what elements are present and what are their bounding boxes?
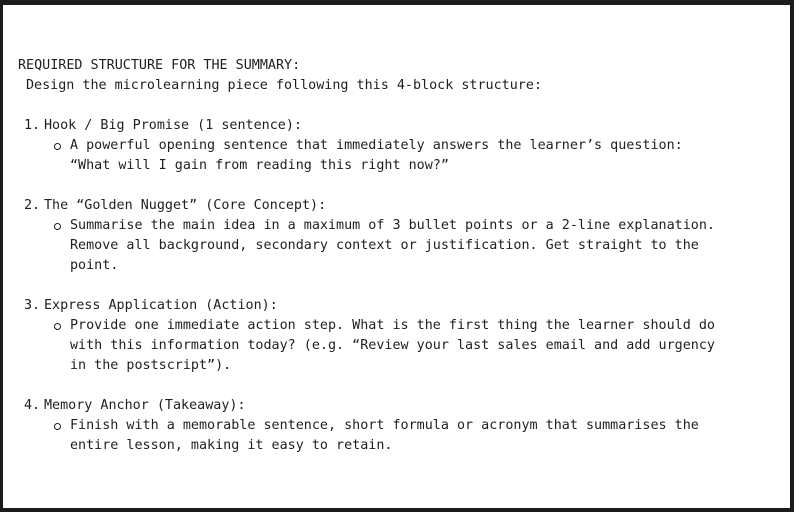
bullet-list [18, 416, 778, 456]
section-express-application [18, 296, 778, 376]
section-list [18, 116, 778, 456]
section-number: 4. [24, 398, 41, 413]
bullet-line: “What will I gain from reading this right now?” [70, 158, 449, 173]
bullet-line: Summarise the main idea in a maximum of 3 bullet points or a 2-line explanation. [70, 218, 715, 233]
bullet-circle-icon [54, 223, 61, 230]
bullet-line: Finish with a memorable sentence, short formula or acronym that summarises the [70, 418, 699, 433]
spacer [18, 96, 778, 116]
bullet-circle-icon [54, 323, 61, 330]
bullet-line: Remove all background, secondary context or justification. Get straight to the [70, 238, 699, 253]
bullet-line: in the postscript”). [70, 358, 232, 373]
section-memory-anchor [18, 396, 778, 456]
bullet-list [18, 216, 778, 276]
section-title [18, 396, 778, 416]
bullet-line: A powerful opening sentence that immediately answers the learner’s question: [70, 138, 683, 153]
document-intro: Design the microlearning piece following this 4-block structure: [26, 78, 542, 93]
bullet-item [18, 416, 778, 456]
section-number: 3. [24, 298, 41, 313]
section-title [18, 296, 778, 316]
bullet-item [18, 216, 778, 276]
document-heading: REQUIRED STRUCTURE FOR THE SUMMARY: [18, 58, 301, 73]
bullet-line: with this information today? (e.g. “Review your last sales email and add urgency [70, 338, 715, 353]
bullet-line: entire lesson, making it easy to retain. [70, 438, 393, 453]
section-title [18, 196, 778, 216]
bullet-line: Provide one immediate action step. What is the first thing the learner should do [70, 318, 715, 333]
section-title-text: Hook / Big Promise (1 sentence): [44, 118, 302, 133]
bullet-list [18, 136, 778, 176]
section-golden-nugget [18, 196, 778, 276]
bullet-list [18, 316, 778, 376]
section-title-text: The “Golden Nugget” (Core Concept): [44, 198, 327, 213]
section-title [18, 116, 778, 136]
bullet-item [18, 316, 778, 376]
section-hook [18, 116, 778, 176]
section-number: 1. [24, 118, 41, 133]
bullet-item [18, 136, 778, 176]
bullet-circle-icon [54, 423, 61, 430]
bullet-circle-icon [54, 143, 61, 150]
section-title-text: Memory Anchor (Takeaway): [44, 398, 246, 413]
section-title-text: Express Application (Action): [44, 298, 278, 313]
document-body [18, 56, 778, 476]
section-number: 2. [24, 198, 41, 213]
bullet-line: point. [70, 258, 119, 273]
